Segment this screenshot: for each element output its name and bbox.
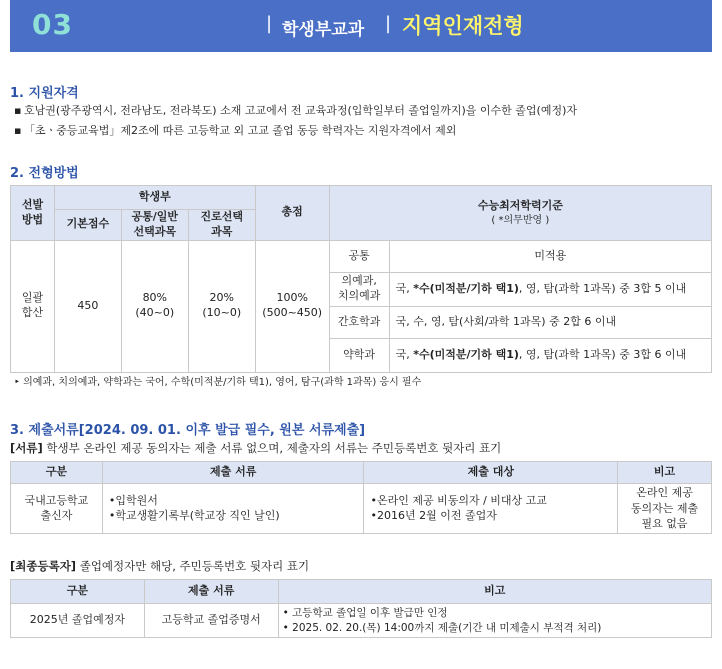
criteria-text: 국, 수, 영, 탐(사회/과학 1과목) 중 2합 6 이내 — [389, 306, 711, 338]
qualification-item: ▪ 호남권(광주광역시, 전라남도, 전라북도) 소재 고교에서 전 교육과정(입학일부터 졸업일까지)을 이수한 졸업(예정)자 — [14, 104, 578, 117]
banner-separator: | — [385, 13, 392, 34]
header-minimum-note: ( *의무반영 ) — [491, 214, 550, 226]
cell-documents: •입학원서 •학교생활기록부(학교장 직인 날인) — [102, 484, 364, 534]
banner-title: 지역인재전형 — [402, 14, 524, 38]
final-registrant-table — [10, 579, 712, 638]
criteria-dept: 의예과, 치의예과 — [329, 272, 389, 306]
cell-category: 국내고등학교 출신자 — [11, 484, 103, 534]
bullet-icon: ▪ — [14, 124, 22, 137]
header-documents: 제출 서류 — [102, 462, 364, 484]
header-category: 구분 — [11, 462, 103, 484]
header-common: 공통/일반 선택과목 — [121, 210, 188, 241]
cell-targets: •온라인 제공 비동의자 / 비대상 고교 •2016년 2월 이전 졸업자 — [364, 484, 618, 534]
documents-label: [서류] 학생부 온라인 제공 동의자는 제출 서류 없으며, 제출자의 서류는 주민등록번호 뒷자리 표기 — [10, 441, 502, 455]
cell-total: 100% (500~450) — [255, 240, 329, 372]
header-total: 총점 — [255, 186, 329, 241]
final-registrant-label: [최종등록자] 졸업예정자만 해당, 주민등록번호 뒷자리 표기 — [10, 559, 310, 573]
cell-remarks: 온라인 제공 동의자는 제출 필요 없음 — [618, 484, 712, 534]
header-documents: 제출 서류 — [144, 580, 278, 604]
criteria-text: 국, *수(미적분/기하 택1), 영, 탐(과학 1과목) 중 3합 6 이내 — [389, 338, 711, 372]
header-remarks: 비고 — [618, 462, 712, 484]
bullet-icon: ▪ — [14, 104, 22, 117]
section3-title: 3. 제출서류[2024. 09. 01. 이후 발급 필수, 원본 서류제출] — [10, 423, 366, 438]
section-number: 03 — [32, 8, 73, 41]
cell-method: 일괄 합산 — [11, 240, 55, 372]
banner-category: 학생부교과 — [282, 20, 365, 40]
section1-title: 1. 지원자격 — [10, 86, 79, 101]
header-remarks: 비고 — [278, 580, 711, 604]
section2-title: 2. 전형방법 — [10, 166, 79, 181]
cell-basic-score: 450 — [54, 240, 121, 372]
header-career: 진로선택 과목 — [188, 210, 255, 241]
header-school-record: 학생부 — [54, 186, 255, 210]
qualification-item: ▪ 「초ㆍ중등교육법」제2조에 따른 고등학교 외 고교 졸업 동등 학력자는 지원자격에서 제외 — [14, 124, 457, 137]
criteria-text: 미적용 — [389, 240, 711, 272]
cell-category: 2025년 졸업예정자 — [11, 604, 145, 638]
section2-note: ‣ 의예과, 치의예과, 약학과는 국어, 수학(미적분/기하 택1), 영어, 탐구(과학 1과목) 응시 필수 — [14, 377, 422, 388]
criteria-dept: 간호학과 — [329, 306, 389, 338]
cell-career: 20% (10~0) — [188, 240, 255, 372]
criteria-dept: 공통 — [329, 240, 389, 272]
banner-separator: | — [266, 13, 273, 34]
header-category: 구분 — [11, 580, 145, 604]
cell-common: 80% (40~0) — [121, 240, 188, 372]
cell-remarks: • 고등학교 졸업일 이후 발급만 인정 • 2025. 02. 20.(목) 14:00까지 제출(기간 내 미제출시 부적격 처리) — [278, 604, 711, 638]
header-minimum: 수능최저학력기준 ( *의무반영 ) — [329, 186, 711, 241]
header-targets: 제출 대상 — [364, 462, 618, 484]
criteria-dept: 약학과 — [329, 338, 389, 372]
header-method: 선발 방법 — [11, 186, 55, 241]
selection-method-table — [10, 185, 712, 373]
header-basic-score: 기본점수 — [54, 210, 121, 241]
cell-documents: 고등학교 졸업증명서 — [144, 604, 278, 638]
header-banner — [10, 0, 712, 52]
documents-table — [10, 461, 712, 534]
criteria-text: 국, *수(미적분/기하 택1), 영, 탐(과학 1과목) 중 3합 5 이내 — [389, 272, 711, 306]
